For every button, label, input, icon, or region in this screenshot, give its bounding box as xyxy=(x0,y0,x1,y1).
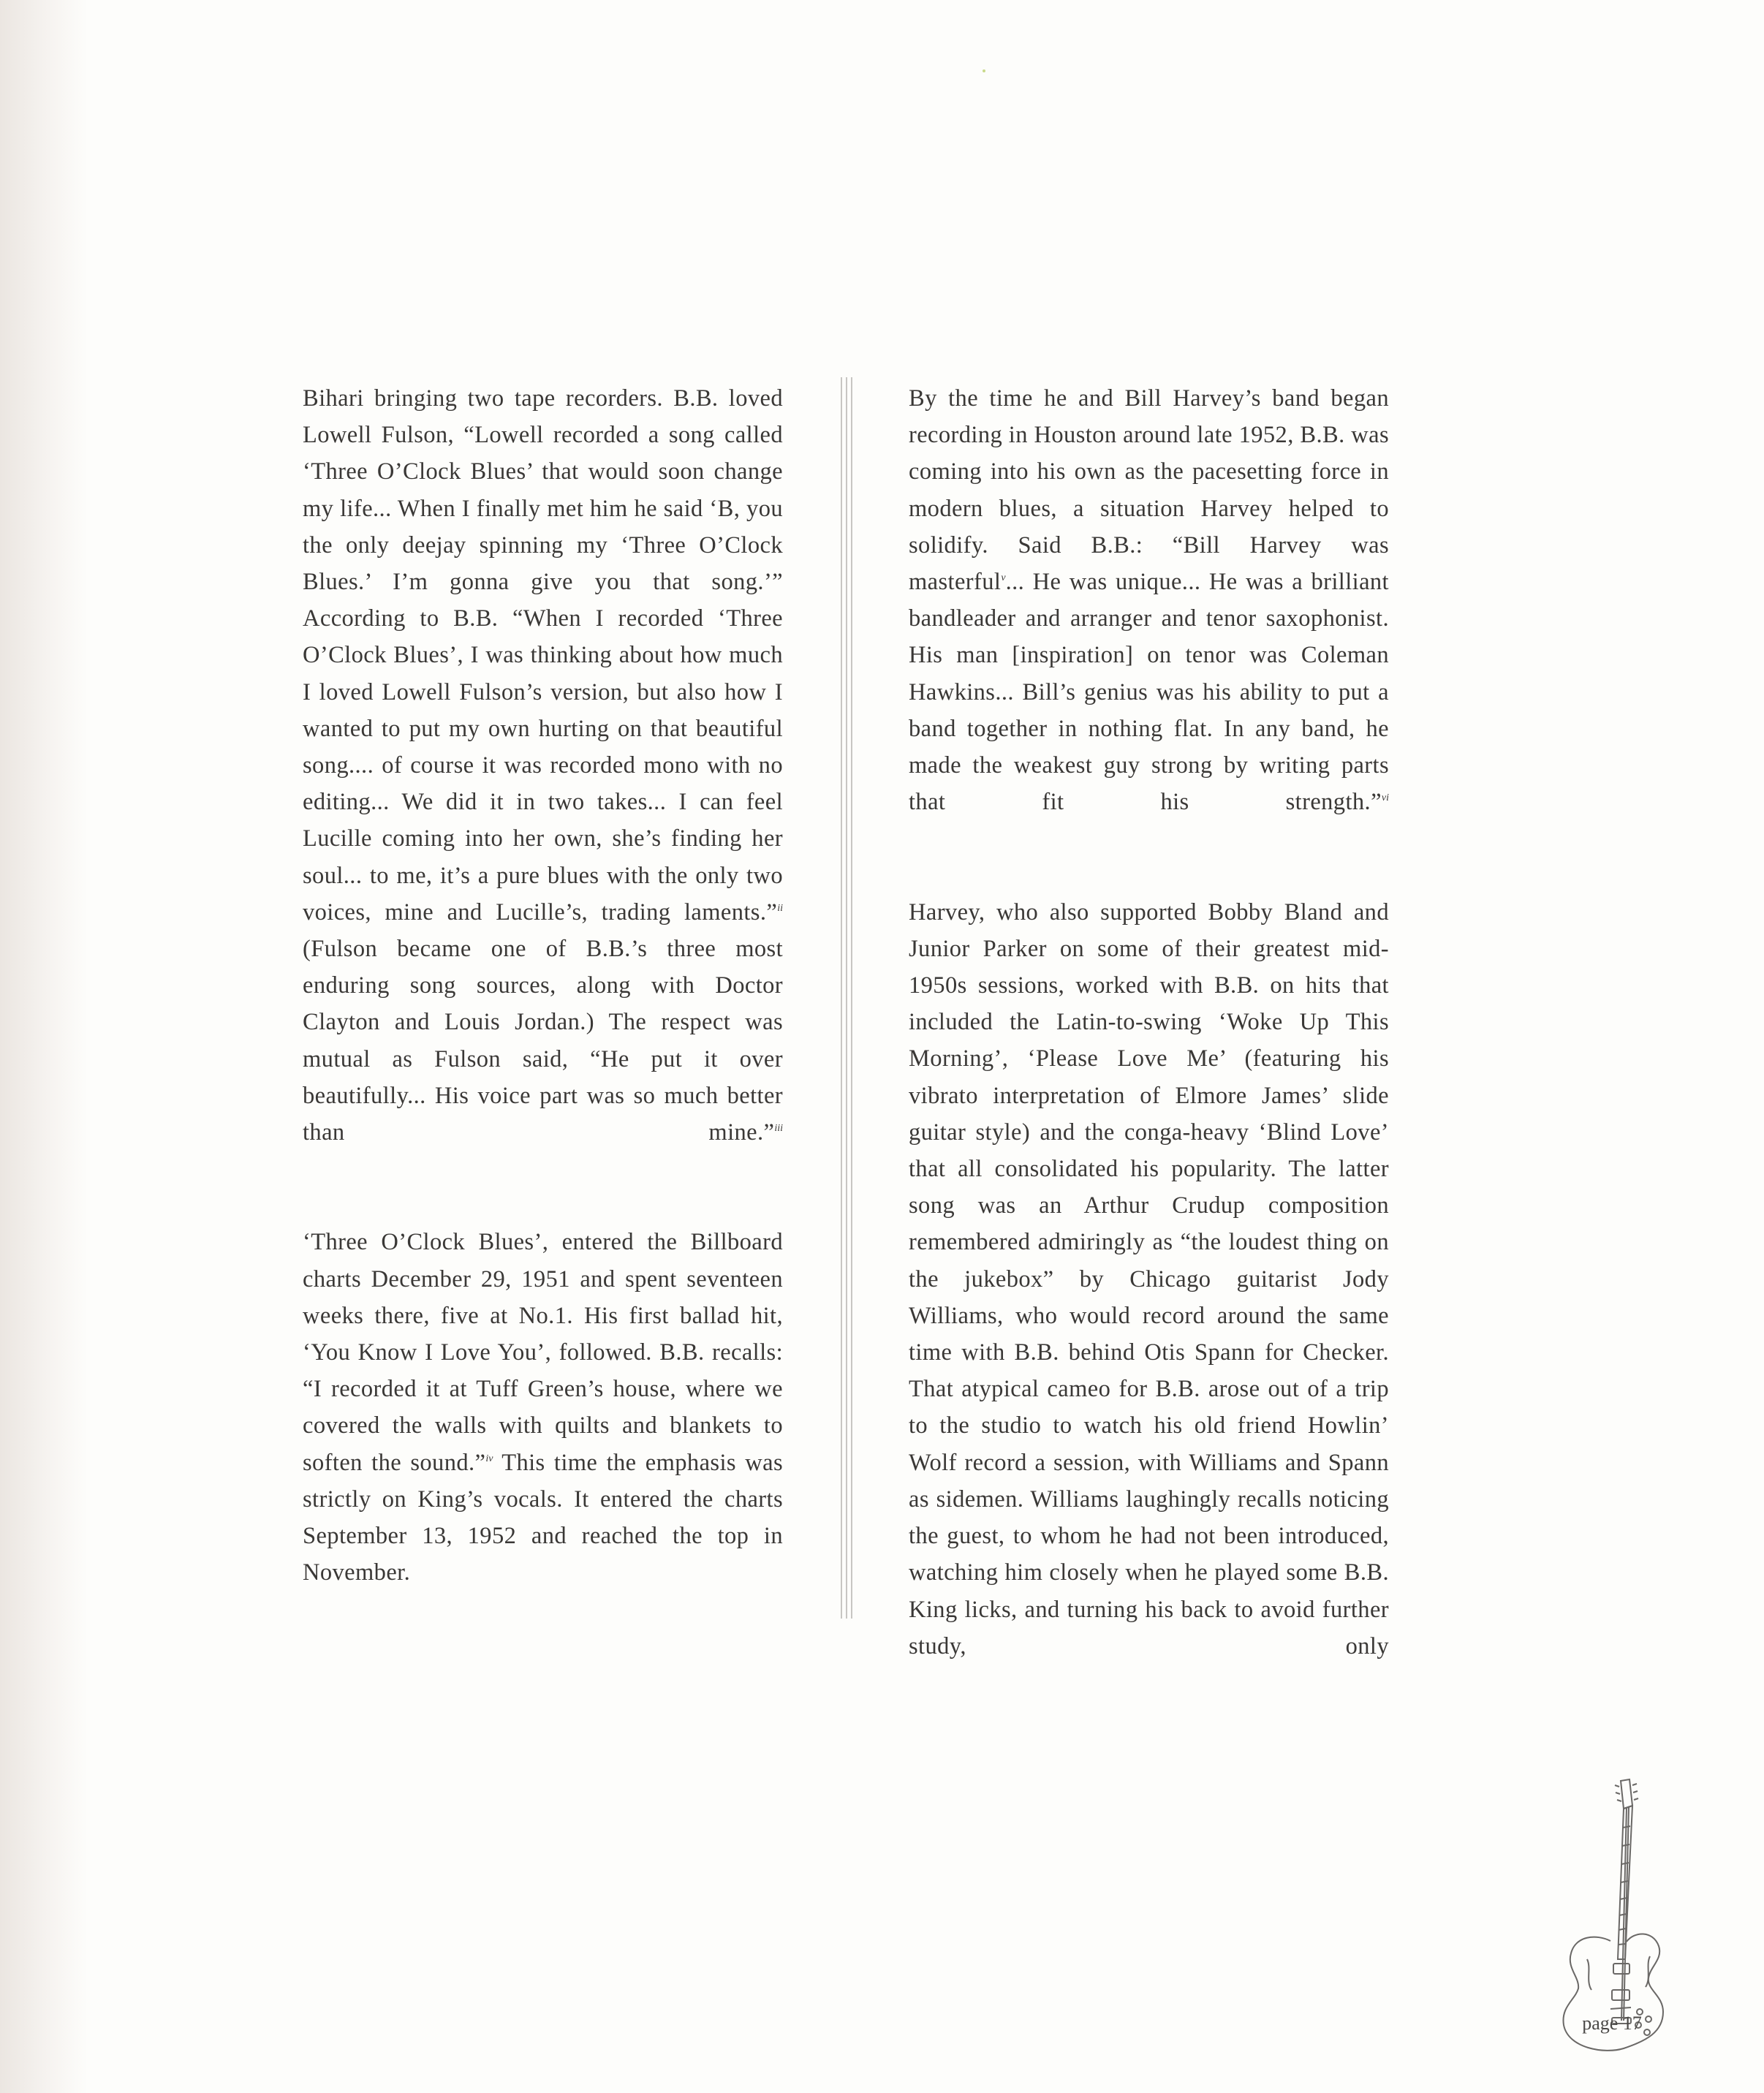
footnote-marker: iv xyxy=(485,1453,493,1464)
footnote-marker: vi xyxy=(1381,792,1389,804)
right-paragraph-2: Harvey, who also supported Bobby Bland and Junior Parker on some of their greatest mid-1950s sessions, worked with B.B. on hits that included the Latin-to-swing ‘Woke Up This Morning’, ‘Please Love Me’ (featuring his vibrato interpretation of Elmore James’ slide guitar style) and the conga-heavy ‘Blind Love’ that all consolidated his popularity. The latter song was an Arthur Crudup composition remembered admiringly as “the loudest thing on the jukebox” by Chicago guitarist Jody Williams, who would record around the same time with B.B. behind Otis Spann for Checker. That atypical cameo for B.B. arose out of a trip to the studio to watch his old friend Howlin’ Wolf record a session, with Williams and Spann as sidemen. Williams laughingly recalls noticing the guest, to whom he had not been introduced, watching him closely when he played some B.B. King licks, and turning his back to avoid further study, only xyxy=(909,898,1389,1659)
footnote-marker: v xyxy=(1001,572,1006,584)
footnote-marker: ii xyxy=(777,903,783,915)
footnote-marker: iii xyxy=(774,1123,783,1135)
paper-speck xyxy=(983,69,985,72)
page-number: page 17 xyxy=(1582,2013,1642,2034)
left-text-column xyxy=(303,380,783,1628)
left-paragraph-1: Bihari bringing two tape recorders. B.B. loved Lowell Fulson, “Lowell recorded a song called ‘Three O’Clock Blues’ that would soon change my life... When I finally met him he said ‘B, you the only deejay spinning my ‘Three O’Clock Blues.’ I’m gonna give you that song.’” According to B.B. “When I recorded ‘Three O’Clock Blues’, I was thinking about how much I loved Lowell Fulson’s version, but also how I wanted to put my own hurting on that beautiful song.... of course it was recorded mono with no editing... We did it in two takes... I can feel Lucille coming into her own, she’s finding her soul... to me, it’s a pure blues with the only two voices, mine and Lucille’s, trading laments.”$^{ii}$ (Fulson became one of B.B.’s three most enduring song sources, along with Doctor Clayton and Louis Jordan.) The respect was mutual as Fulson said, “He put it over beautifully... His voice part was so much better than mine.”$^{iii}$ xyxy=(303,385,783,1146)
right-paragraph-1: By the time he and Bill Harvey’s band began recording in Houston around late 1952, B.B. was coming into his own as the pacesetting force in modern blues, a situation Harvey helped to solidify. Said B.B.: “Bill Harvey was masterful$^v$... He was unique... He was a brilliant bandleader and arranger and tenor saxophonist. His man [inspiration] on tenor was Coleman Hawkins... Bill’s genius was his ability to put a band together in nothing flat. In any band, he made the weakest guy strong by writing parts that fit his strength.”$^{vi}$ xyxy=(909,385,1389,816)
left-paragraph-2: ‘Three O’Clock Blues’, entered the Billboard charts December 29, 1951 and spent seventeen weeks there, five at No.1. His first ballad hit, ‘You Know I Love You’, followed. B.B. recalls: “I recorded it at Tuff Green’s house, where we covered the walls with quilts and blankets to soften the sound.”$^{iv}$ This time the emphasis was strictly on King’s vocals. It entered the charts September 13, 1952 and reached the top in November. xyxy=(303,1229,783,1586)
right-text-column xyxy=(909,380,1389,1701)
column-divider xyxy=(841,377,852,1619)
page-gutter-shadow xyxy=(0,0,88,2093)
